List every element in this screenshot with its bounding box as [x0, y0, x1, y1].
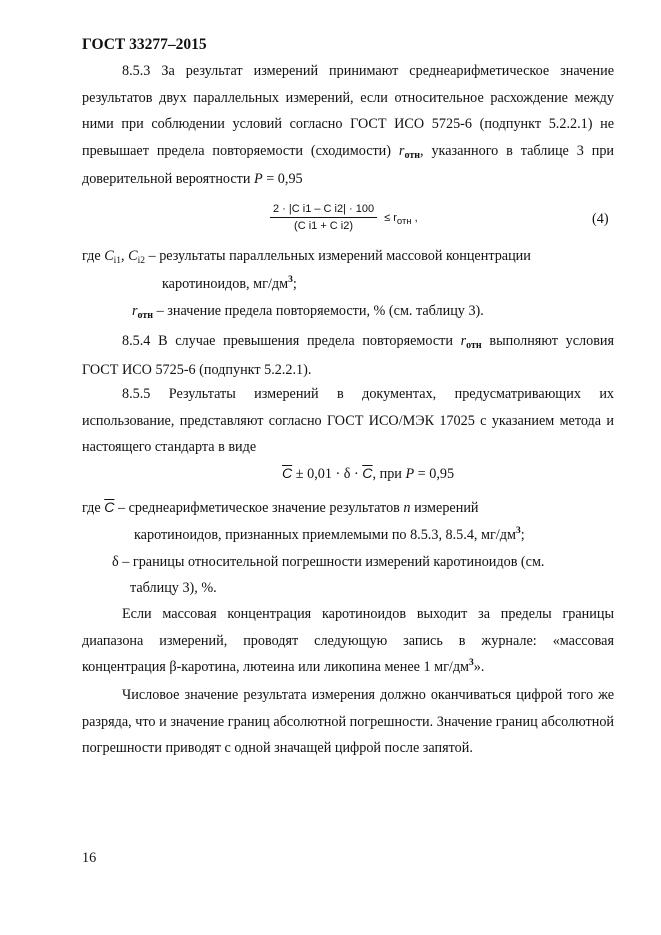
- c-i1-sub: i1: [113, 256, 122, 266]
- formula-4-relation-sub: отн: [396, 215, 412, 227]
- result-formula: [282, 466, 454, 483]
- c-bar-symbol-2: $\overline{C}$: [362, 466, 373, 482]
- paragraph-8-5-3-text: 8.5.3 За результат измерений принимают среднеарифметическое значение результатов двух параллельных измерений, если относительное расхождение между ними при соблюдении условий согласно ГОСТ ИСО 5725-6 (подпункт 5.2.2.1) не превышает предела повторяемости (сходимости): [82, 63, 614, 159]
- paragraph-range-text: Если массовая концентрация каротиноидов выходит за пределы границы диапазона измерений, проводят следующую запись в журнале: «массовая концентрация β-каротина, лютеина или ликопина менее 1 мг/дм: [82, 606, 614, 675]
- where2-line-2-text: каротиноидов, признанных приемлемыми по 8.5.3, 8.5.4, мг/дм: [134, 527, 516, 543]
- equation-number: (4): [592, 211, 609, 227]
- r-symbol-2: r: [132, 303, 138, 319]
- page-number: 16: [82, 850, 97, 866]
- formula-4-relation-sign: ≤ r: [384, 211, 397, 224]
- p-value: = 0,95: [266, 171, 303, 187]
- p-symbol: P: [254, 171, 263, 187]
- c-i2-symbol: C: [128, 248, 138, 264]
- where-line-2-end: ;: [292, 276, 297, 292]
- r-subscript: отн: [404, 149, 420, 161]
- paragraph-range-end: ».: [473, 659, 485, 675]
- paragraph-8-5-4-start: 8.5.4 В случае превышения предела повторяемости: [122, 333, 453, 349]
- where2-delta-line-1: δ – границы относительной погрешности измерений каротиноидов (см.: [112, 554, 545, 570]
- r-symbol: r: [398, 142, 405, 159]
- c-i2-sub: i2: [137, 256, 145, 266]
- r-subscript-2: отн: [137, 310, 154, 321]
- paragraph-range: [82, 601, 614, 683]
- where2-prefix: где: [82, 500, 101, 516]
- where2-line-2-sup: 3: [515, 526, 521, 536]
- where2-line-2: [134, 527, 525, 544]
- paragraph-8-5-5: 8.5.5 Результаты измерений в документах, предусматривающих их использование, представляют согласно ГОСТ ИСО/МЭК 17025 с указанием метода и настоящего стандарта в виде: [82, 386, 614, 455]
- document-header: ГОСТ 33277–2015: [82, 36, 207, 53]
- where2-line-1: [82, 500, 479, 517]
- p-value-2: = 0,95: [417, 466, 455, 482]
- formula-4-fraction: [270, 203, 377, 232]
- p-symbol-2: P: [405, 466, 415, 482]
- where-line-3-text: – значение предела повторяемости, % (см. таблицу 3).: [156, 303, 484, 319]
- where-line-1: [82, 248, 531, 265]
- where2-line-1-text: – среднеарифметическое значение результатов: [117, 500, 400, 516]
- formula-4-relation: [384, 211, 418, 227]
- where2-line-2-end: ;: [520, 527, 525, 543]
- where-line-2-sup: 3: [288, 275, 293, 285]
- n-symbol: n: [403, 500, 411, 516]
- c-bar-symbol-3: $\overline{C}$: [104, 500, 115, 516]
- r-subscript-3: отн: [466, 340, 482, 351]
- where-line-2: [162, 276, 297, 293]
- paragraph-8-5-3: [82, 58, 614, 193]
- result-formula-condition: , при: [372, 466, 402, 482]
- paragraph-range-sup: 3: [469, 658, 474, 668]
- formula-4-comma: ,: [414, 211, 418, 224]
- c-bar-symbol: $\overline{C}$: [282, 466, 293, 482]
- paragraph-8-5-4-end: выполняют условия ГОСТ ИСО 5725-6 (подпункт 5.2.2.1).: [82, 333, 615, 378]
- formula-4-denominator: (C i1 + C i2): [294, 220, 354, 232]
- where-prefix: где: [82, 248, 101, 264]
- where2-delta-line-2: таблицу 3), %.: [130, 580, 217, 596]
- formula-4: [270, 203, 418, 232]
- paragraph-8-5-4: [82, 328, 614, 383]
- c-i1-symbol: C: [104, 248, 114, 264]
- where-sep: ,: [121, 248, 125, 264]
- r-symbol-3: r: [460, 333, 467, 349]
- where-line-2-text: каротиноидов, мг/дм: [162, 276, 289, 292]
- paragraph-8-5-3-tail: , указанного в таблице 3 при доверительной вероятности: [82, 142, 615, 187]
- formula-4-numerator: 2 · |C i1 – C i2| · 100: [270, 203, 377, 218]
- paragraph-numeric-value: Числовое значение результата измерения должно оканчиваться цифрой того же разряда, что и значение границ абсолютной погрешности. Значение границ абсолютной погрешности приводят с одной значащей цифрой после запятой.: [82, 687, 614, 756]
- where-line-3: [132, 303, 484, 320]
- where-line-1-text: – результаты параллельных измерений массовой концентрации: [148, 248, 531, 264]
- where2-line-1-end: измерений: [414, 500, 479, 516]
- result-formula-body: ± 0,01 · δ ·: [295, 466, 359, 482]
